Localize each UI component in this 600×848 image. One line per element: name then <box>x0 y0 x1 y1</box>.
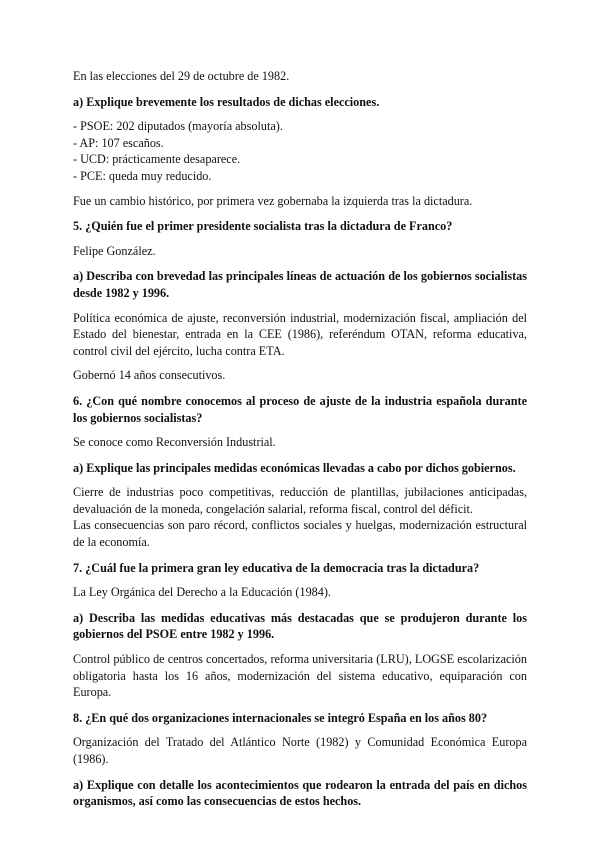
question-7a: a) Describa las medidas educativas más destacadas que se produjeron durante los gobiernos del PSOE entre 1982 y 1996. <box>73 610 527 642</box>
intro-text: En las elecciones del 29 de octubre de 1982. <box>73 69 290 83</box>
question-6: 6. ¿Con qué nombre conocemos al proceso de ajuste de la industria española durante los gobiernos socialistas? <box>73 393 527 425</box>
result-ucd: - UCD: prácticamente desaparece. <box>73 152 241 167</box>
question-6a: a) Explique las principales medidas económicas llevadas a cabo por dichos gobiernos. <box>73 460 516 475</box>
question-5: 5. ¿Quién fue el primer presidente socialista tras la dictadura de Franco? <box>73 219 453 234</box>
answer-5a: Política económica de ajuste, reconversión industrial, modernización fiscal, ampliación del Estado del bienestar, entrada en la CEE (1986), referéndum OTAN, reforma educativa, control civil del ejército, lucha contra ETA. <box>73 310 527 358</box>
answer-5a-note: Gobernó 14 años consecutivos. <box>73 368 226 383</box>
document-page <box>73 68 527 810</box>
question-5a: a) Describa con brevedad las principales líneas de actuación de los gobiernos socialistas desde 1982 y 1996. <box>73 269 527 300</box>
result-ap: - AP: 107 escaños. <box>73 135 164 150</box>
answer-6: Se conoce como Reconversión Industrial. <box>73 435 276 450</box>
answer-6a-consequences: Las consecuencias son paro récord, conflictos sociales y huelgas, modernización estructural de la economía. <box>73 518 527 550</box>
question-4a: a) Explique brevemente los resultados de dichas elecciones. <box>73 94 380 109</box>
answer-4a-note: Fue un cambio histórico, por primera vez gobernaba la izquierda tras la dictadura. <box>73 193 473 208</box>
answer-6a: Cierre de industrias poco competitivas, reducción de plantillas, jubilaciones anticipadas, devaluación de la moneda, congelación salarial, reforma fiscal, control del déficit. <box>73 485 527 516</box>
answer-7a: Control público de centros concertados, reforma universitaria (LRU), LOGSE escolarización obligatoria hasta los 16 años, modernización del sistema educativo, equiparación con Europa. <box>73 652 527 700</box>
question-8: 8. ¿En qué dos organizaciones internacionales se integró España en los años 80? <box>73 710 488 725</box>
election-results-list <box>73 118 527 184</box>
result-psoe: - PSOE: 202 diputados (mayoría absoluta). <box>73 119 283 134</box>
question-8a: a) Explique con detalle los acontecimientos que rodearon la entrada del país en dichos organismos, así como las consecuencias de estos hechos. <box>73 777 527 809</box>
answer-8: Organización del Tratado del Atlántico Norte (1982) y Comunidad Económica Europa (1986). <box>73 735 527 766</box>
result-pce: - PCE: queda muy reducido. <box>73 168 212 183</box>
answer-5: Felipe González. <box>73 243 156 258</box>
question-7: 7. ¿Cuál fue la primera gran ley educativa de la democracia tras la dictadura? <box>73 560 480 575</box>
answer-7: La Ley Orgánica del Derecho a la Educación (1984). <box>73 585 331 600</box>
